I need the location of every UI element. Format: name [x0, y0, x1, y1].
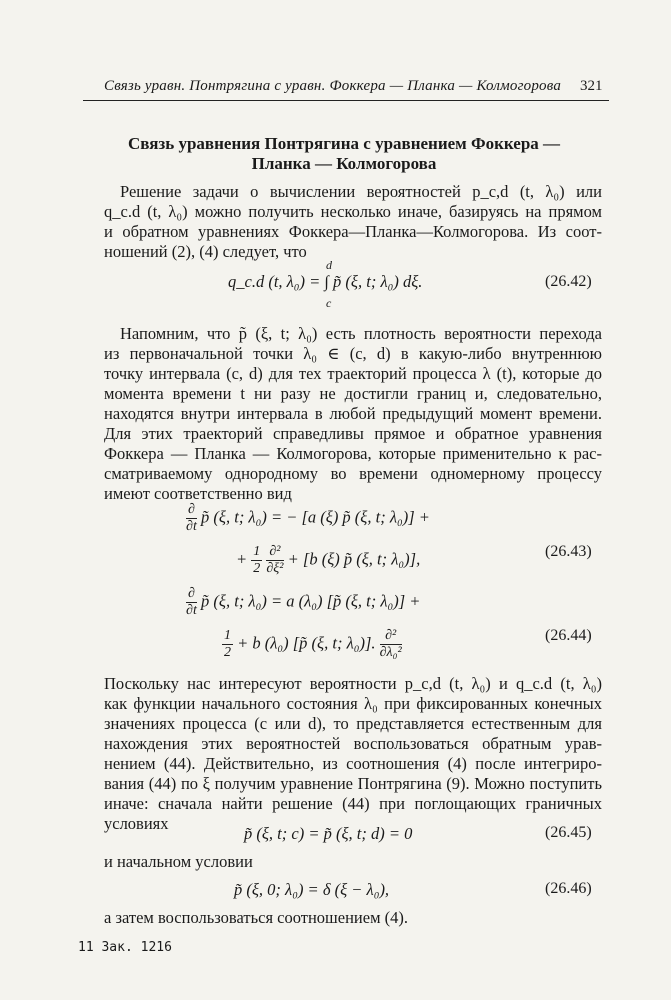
paragraph-1	[104, 182, 602, 262]
equation-26-46: p̃ (ξ, 0; λ₀) = δ (ξ − λ₀),	[234, 880, 390, 899]
para5-line: а затем воспользоваться соотношением (4).	[104, 908, 409, 927]
para1-line: Решение задачи о вычислении вероятностей p_c,d (t, λ₀) или	[120, 182, 602, 201]
para2-line: Фоккера — Планка — Колмогорова, которые применительно к рас-	[104, 444, 602, 463]
eq-number-26-43: (26.43)	[545, 543, 592, 560]
section-title	[84, 134, 604, 174]
equation-26-44-line2	[222, 628, 402, 661]
para2-line: Для этих траекторий справедливы прямое и обратное уравнения	[104, 424, 602, 443]
para2-line: находятся внутри интервала в любой предыдущий момент времени.	[104, 404, 602, 423]
para4-line: и начальном условии	[104, 852, 253, 871]
para1-line: q_c.d (t, λ₀) можно получить несколько иначе, базируясь на прямом	[104, 202, 602, 221]
printer-note: 11 Зак. 1216	[78, 940, 172, 955]
equation-26-43-line1	[186, 502, 430, 535]
para3-line: условиях	[104, 814, 169, 833]
paragraph-3	[104, 674, 602, 834]
fraction-half: $\frac{1}{2}$	[253, 544, 261, 576]
para2-line: имеют соответственно вид	[104, 484, 292, 503]
eq-number-26-46: (26.46)	[545, 880, 592, 897]
fraction-d2-dlambda2: $\frac{\text{∂²}}{\text{∂λ₀²}}$	[379, 628, 402, 660]
para3-line: Поскольку нас интересуют вероятности p_c,d (t, λ₀) и q_c.d (t, λ₀)	[104, 674, 602, 693]
section-title-line2: Планка — Колмогорова	[251, 154, 437, 173]
equation-26-42	[228, 272, 422, 292]
equation-26-44-line1	[186, 586, 420, 619]
section-title-line1: Связь уравнения Понтрягина с уравнением Фоккера —	[127, 134, 561, 153]
para3-line: как функции начального состояния λ₀ при фиксированных конечных	[104, 694, 602, 713]
para1-line: и обратном уравнениях Фоккера—Планка—Колмогорова. Из соот-	[104, 222, 602, 241]
para3-line: иначе: сначала найти решение (44) при поглощающих граничных	[104, 794, 602, 813]
eq-number-26-44: (26.44)	[545, 627, 592, 644]
para3-line: нахождения этих вероятностей воспользоваться обратным урав-	[104, 734, 602, 753]
eq-26-44-line1: p̃ (ξ, t; λ₀) = a (λ₀) [p̃ (ξ, t; λ₀)] +	[201, 591, 421, 611]
para1-line: ношений (2), (4) следует, что	[104, 242, 307, 261]
fraction-d-dt: $\frac{\partial}{\partial t}$	[186, 502, 197, 534]
para2-line: из первоначальной точки λ₀ ∈ (c, d) в какую-либо внутреннюю	[104, 344, 602, 363]
para2-line: сматриваемому однородному во времени одномерному процессу	[104, 464, 602, 483]
fraction-d2-dxi2: $\frac{\text{∂²}}{\text{∂ξ²}}$	[266, 544, 284, 576]
integral-lower-limit: c	[326, 296, 332, 310]
para2-line: момента времени t ни разу не достигли границ и, следовательно,	[104, 384, 602, 403]
eq-26-42-body: q_c.d (t, λ₀) = ∫ p̃ (ξ, t; λ₀) dξ.	[228, 272, 423, 291]
eq-26-43-line2: + [b (ξ) p̃ (ξ, t; λ₀)],	[287, 549, 421, 569]
para2-line: Напомним, что p̃ (ξ, t; λ₀) есть плотность вероятности перехода	[120, 324, 602, 343]
running-header: Связь уравн. Понтрягина с уравн. Фоккера — Планка — Колмогорова	[104, 78, 562, 94]
fraction-half: $\frac{1}{2}$	[224, 628, 231, 660]
eq-number-26-45: (26.45)	[545, 824, 592, 841]
para3-line: вания (44) по ξ получим уравнение Понтрягина (9). Можно поступить	[104, 774, 602, 793]
integral-upper-limit: d	[326, 258, 332, 272]
equation-26-43-line2: + $\frac{1}{2}$ $\frac{\text{∂²}}{\text{∂ξ²}}$ + [b (ξ) p̃ (ξ, t; λ₀)],	[236, 544, 421, 576]
para2-line: точку интервала (c, d) для тех траекторий процесса λ (t), которые до	[104, 364, 602, 383]
equation-26-45: p̃ (ξ, t; c) = p̃ (ξ, t; d) = 0	[244, 824, 413, 843]
page-number: 321	[580, 78, 603, 94]
para3-line: нением (44). Действительно, из соотношения (4) после интегриро-	[104, 754, 602, 773]
para3-line: значениях процесса (c или d), то представляется естественным для	[104, 714, 602, 733]
paragraph-2	[104, 324, 602, 504]
eq-26-44-line2: + b (λ₀) [p̃ (ξ, t; λ₀)].	[237, 633, 376, 653]
eq-26-43-line1: p̃ (ξ, t; λ₀) = − [a (ξ) p̃ (ξ, t; λ₀)] +	[201, 507, 430, 527]
eq-number-26-42: (26.42)	[545, 273, 592, 290]
paragraph-5	[104, 908, 602, 928]
header-rule	[83, 100, 609, 101]
paragraph-4	[104, 852, 602, 872]
fraction-d-dt: $\frac{\partial}{\partial t}$	[186, 586, 197, 618]
